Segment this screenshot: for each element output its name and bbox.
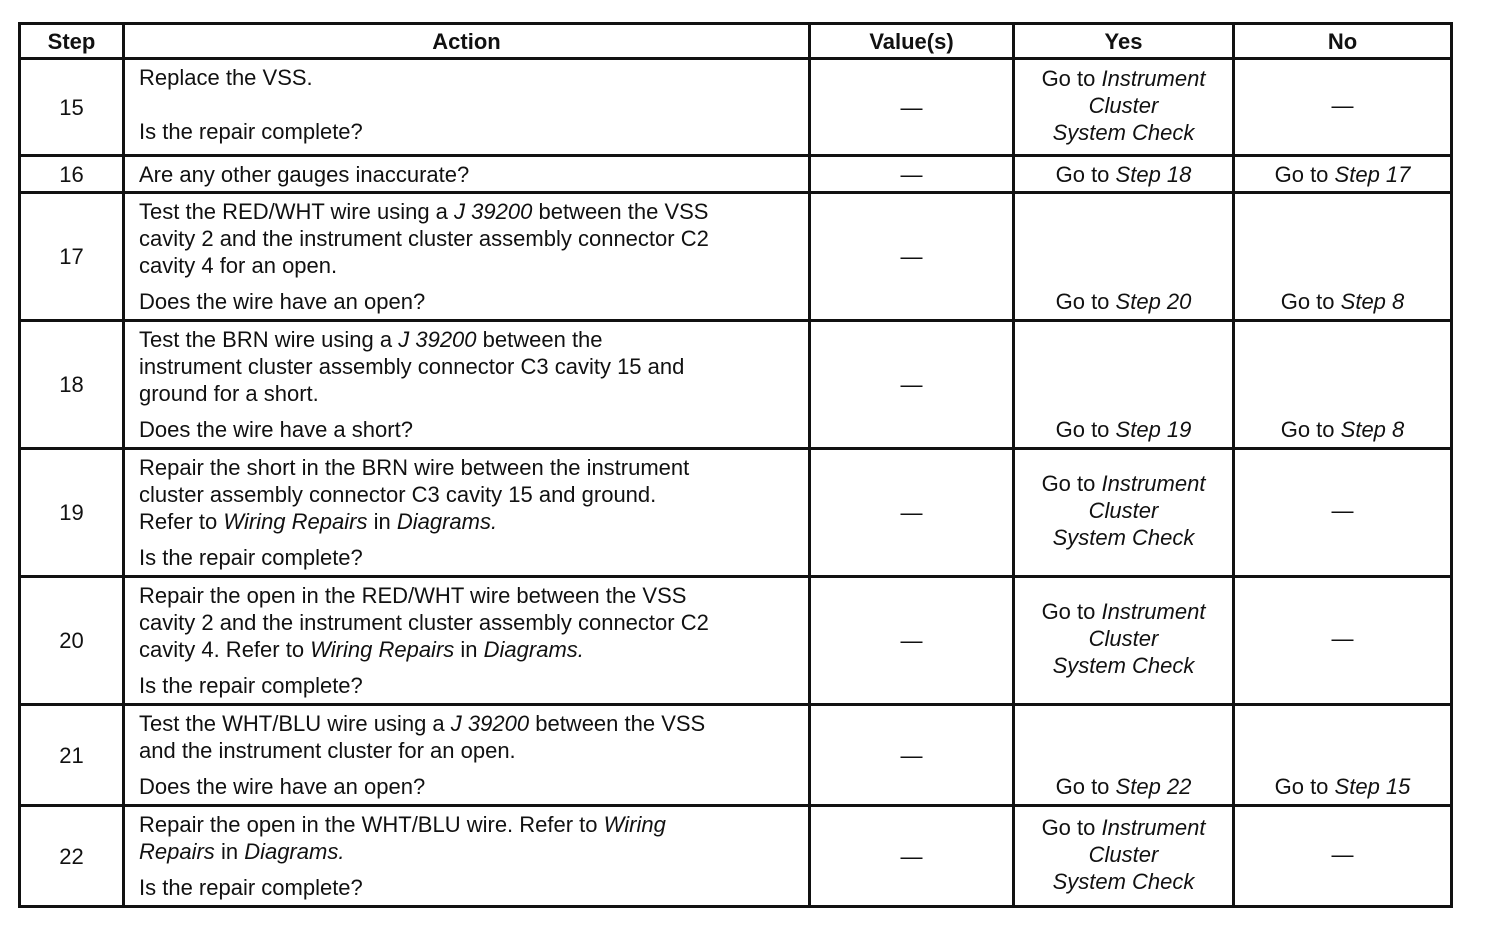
action-text: cavity 2 and the instrument cluster assembly connector C2	[139, 610, 709, 635]
action-text: Repair the open in the WHT/BLU wire. Refer to	[139, 812, 598, 837]
no-cell: —	[1234, 449, 1452, 577]
action-question: Does the wire have a short?	[139, 417, 413, 442]
tool-name: J 39200	[398, 327, 477, 352]
tool-name: J 39200	[450, 711, 530, 736]
yes-link[interactable]: Instrument	[1101, 599, 1206, 624]
yes-link[interactable]: Cluster	[1088, 92, 1159, 118]
action-text: Test the RED/WHT wire using a	[139, 199, 448, 224]
no-prefix: Go to	[1274, 161, 1329, 187]
header-action: Action	[124, 24, 810, 59]
table-row	[20, 321, 1452, 449]
value-cell: —	[810, 156, 1014, 193]
action-cell	[124, 806, 810, 907]
action-text: Refer to	[139, 509, 218, 534]
action-text: Are any other gauges inaccurate?	[139, 161, 470, 187]
yes-prefix: Go to	[1055, 774, 1110, 799]
action-text: ground for a short.	[139, 381, 319, 406]
value-cell: —	[810, 321, 1014, 449]
step-number: 18	[20, 321, 124, 449]
value-cell: —	[810, 577, 1014, 705]
no-cell	[1234, 156, 1452, 193]
step-number: 22	[20, 806, 124, 907]
yes-link[interactable]: System Check	[1052, 119, 1195, 145]
table-row	[20, 59, 1452, 156]
reference-link[interactable]: Wiring Repairs	[310, 637, 455, 662]
yes-cell	[1014, 577, 1234, 705]
action-text: Repair the short in the BRN wire between the instrument	[139, 455, 690, 480]
step-number: 20	[20, 577, 124, 705]
yes-prefix: Go to	[1041, 65, 1096, 91]
value-cell: —	[810, 705, 1014, 806]
header-row	[20, 24, 1452, 59]
step-number: 19	[20, 449, 124, 577]
yes-prefix: Go to	[1055, 289, 1110, 314]
step-number: 15	[20, 59, 124, 156]
no-link[interactable]: Step 8	[1340, 417, 1405, 442]
yes-link[interactable]: Cluster	[1088, 626, 1159, 651]
yes-prefix: Go to	[1055, 161, 1110, 187]
yes-cell	[1014, 156, 1234, 193]
yes-link[interactable]: System Check	[1052, 653, 1195, 678]
action-text: between the VSS	[538, 199, 709, 224]
reference-link[interactable]: Wiring	[603, 812, 666, 837]
diagnostic-table	[18, 22, 1453, 908]
no-cell: —	[1234, 806, 1452, 907]
yes-link[interactable]: Step 19	[1115, 417, 1192, 442]
yes-cell	[1014, 321, 1234, 449]
action-text: instrument cluster assembly connector C3 cavity 15 and	[139, 354, 685, 379]
reference-link[interactable]: Wiring Repairs	[223, 509, 368, 534]
no-link[interactable]: Step 8	[1340, 289, 1405, 314]
value-cell: —	[810, 806, 1014, 907]
no-link[interactable]: Step 15	[1334, 774, 1411, 799]
table-row	[20, 156, 1452, 193]
yes-prefix: Go to	[1055, 417, 1110, 442]
step-number: 21	[20, 705, 124, 806]
action-question: Is the repair complete?	[139, 545, 363, 570]
no-prefix: Go to	[1280, 289, 1335, 314]
action-cell	[124, 449, 810, 577]
no-cell: —	[1234, 59, 1452, 156]
yes-link[interactable]: System Check	[1052, 868, 1195, 894]
yes-cell	[1014, 449, 1234, 577]
action-question: Is the repair complete?	[139, 673, 363, 698]
action-text: between the	[482, 327, 603, 352]
yes-prefix: Go to	[1041, 599, 1096, 624]
tool-name: J 39200	[454, 199, 533, 224]
action-cell	[124, 193, 810, 321]
header-step: Step	[20, 24, 124, 59]
action-question: Does the wire have an open?	[139, 289, 426, 314]
no-cell	[1234, 321, 1452, 449]
action-cell	[124, 577, 810, 705]
action-text: in	[373, 509, 391, 534]
action-cell	[124, 705, 810, 806]
yes-cell	[1014, 59, 1234, 156]
action-text: Test the BRN wire using a	[139, 327, 393, 352]
yes-link[interactable]: Instrument	[1101, 814, 1206, 840]
action-text: cluster assembly connector C3 cavity 15 and ground.	[139, 482, 657, 507]
action-text: and the instrument cluster for an open.	[139, 738, 516, 763]
table-row	[20, 806, 1452, 907]
no-cell	[1234, 705, 1452, 806]
action-text: Test the WHT/BLU wire using a	[139, 711, 445, 736]
reference-link[interactable]: Repairs	[139, 839, 215, 864]
yes-link[interactable]: Instrument	[1101, 65, 1206, 91]
no-cell	[1234, 193, 1452, 321]
action-cell	[124, 321, 810, 449]
action-text: cavity 4. Refer to	[139, 637, 305, 662]
action-text: in	[220, 839, 239, 864]
yes-link[interactable]: Step 18	[1115, 161, 1192, 187]
yes-link[interactable]: Cluster	[1088, 498, 1159, 523]
reference-link[interactable]: Diagrams.	[244, 839, 345, 864]
value-cell: —	[810, 193, 1014, 321]
table-row	[20, 577, 1452, 705]
yes-link[interactable]: Cluster	[1088, 841, 1159, 867]
action-question: Is the repair complete?	[139, 875, 363, 900]
action-cell	[124, 156, 810, 193]
no-prefix: Go to	[1280, 417, 1335, 442]
yes-link[interactable]: Step 22	[1115, 774, 1192, 799]
action-question: Is the repair complete?	[139, 119, 363, 144]
no-cell: —	[1234, 577, 1452, 705]
header-values: Value(s)	[810, 24, 1014, 59]
reference-link[interactable]: Diagrams.	[396, 509, 498, 534]
action-text: cavity 4 for an open.	[139, 253, 338, 278]
action-text: Repair the open in the RED/WHT wire between the VSS	[139, 583, 687, 608]
action-text: between the VSS	[535, 711, 706, 736]
yes-link[interactable]: System Check	[1052, 525, 1195, 550]
value-cell: —	[810, 59, 1014, 156]
value-cell: —	[810, 449, 1014, 577]
yes-cell	[1014, 705, 1234, 806]
table-row	[20, 193, 1452, 321]
table-row	[20, 449, 1452, 577]
step-number: 17	[20, 193, 124, 321]
header-no: No	[1234, 24, 1452, 59]
yes-prefix: Go to	[1041, 471, 1096, 496]
header-yes: Yes	[1014, 24, 1234, 59]
step-number: 16	[20, 156, 124, 193]
no-prefix: Go to	[1274, 774, 1329, 799]
reference-link[interactable]: Diagrams.	[483, 637, 584, 662]
yes-cell	[1014, 806, 1234, 907]
yes-link[interactable]: Step 20	[1115, 289, 1192, 314]
action-text: cavity 2 and the instrument cluster assembly connector C2	[139, 226, 709, 251]
action-question: Does the wire have an open?	[139, 774, 426, 799]
action-cell	[124, 59, 810, 156]
yes-link[interactable]: Instrument	[1101, 471, 1206, 496]
yes-cell	[1014, 193, 1234, 321]
action-text: in	[460, 637, 478, 662]
yes-prefix: Go to	[1041, 814, 1096, 840]
action-text: Replace the VSS.	[139, 65, 313, 90]
no-link[interactable]: Step 17	[1334, 161, 1411, 187]
table-row	[20, 705, 1452, 806]
